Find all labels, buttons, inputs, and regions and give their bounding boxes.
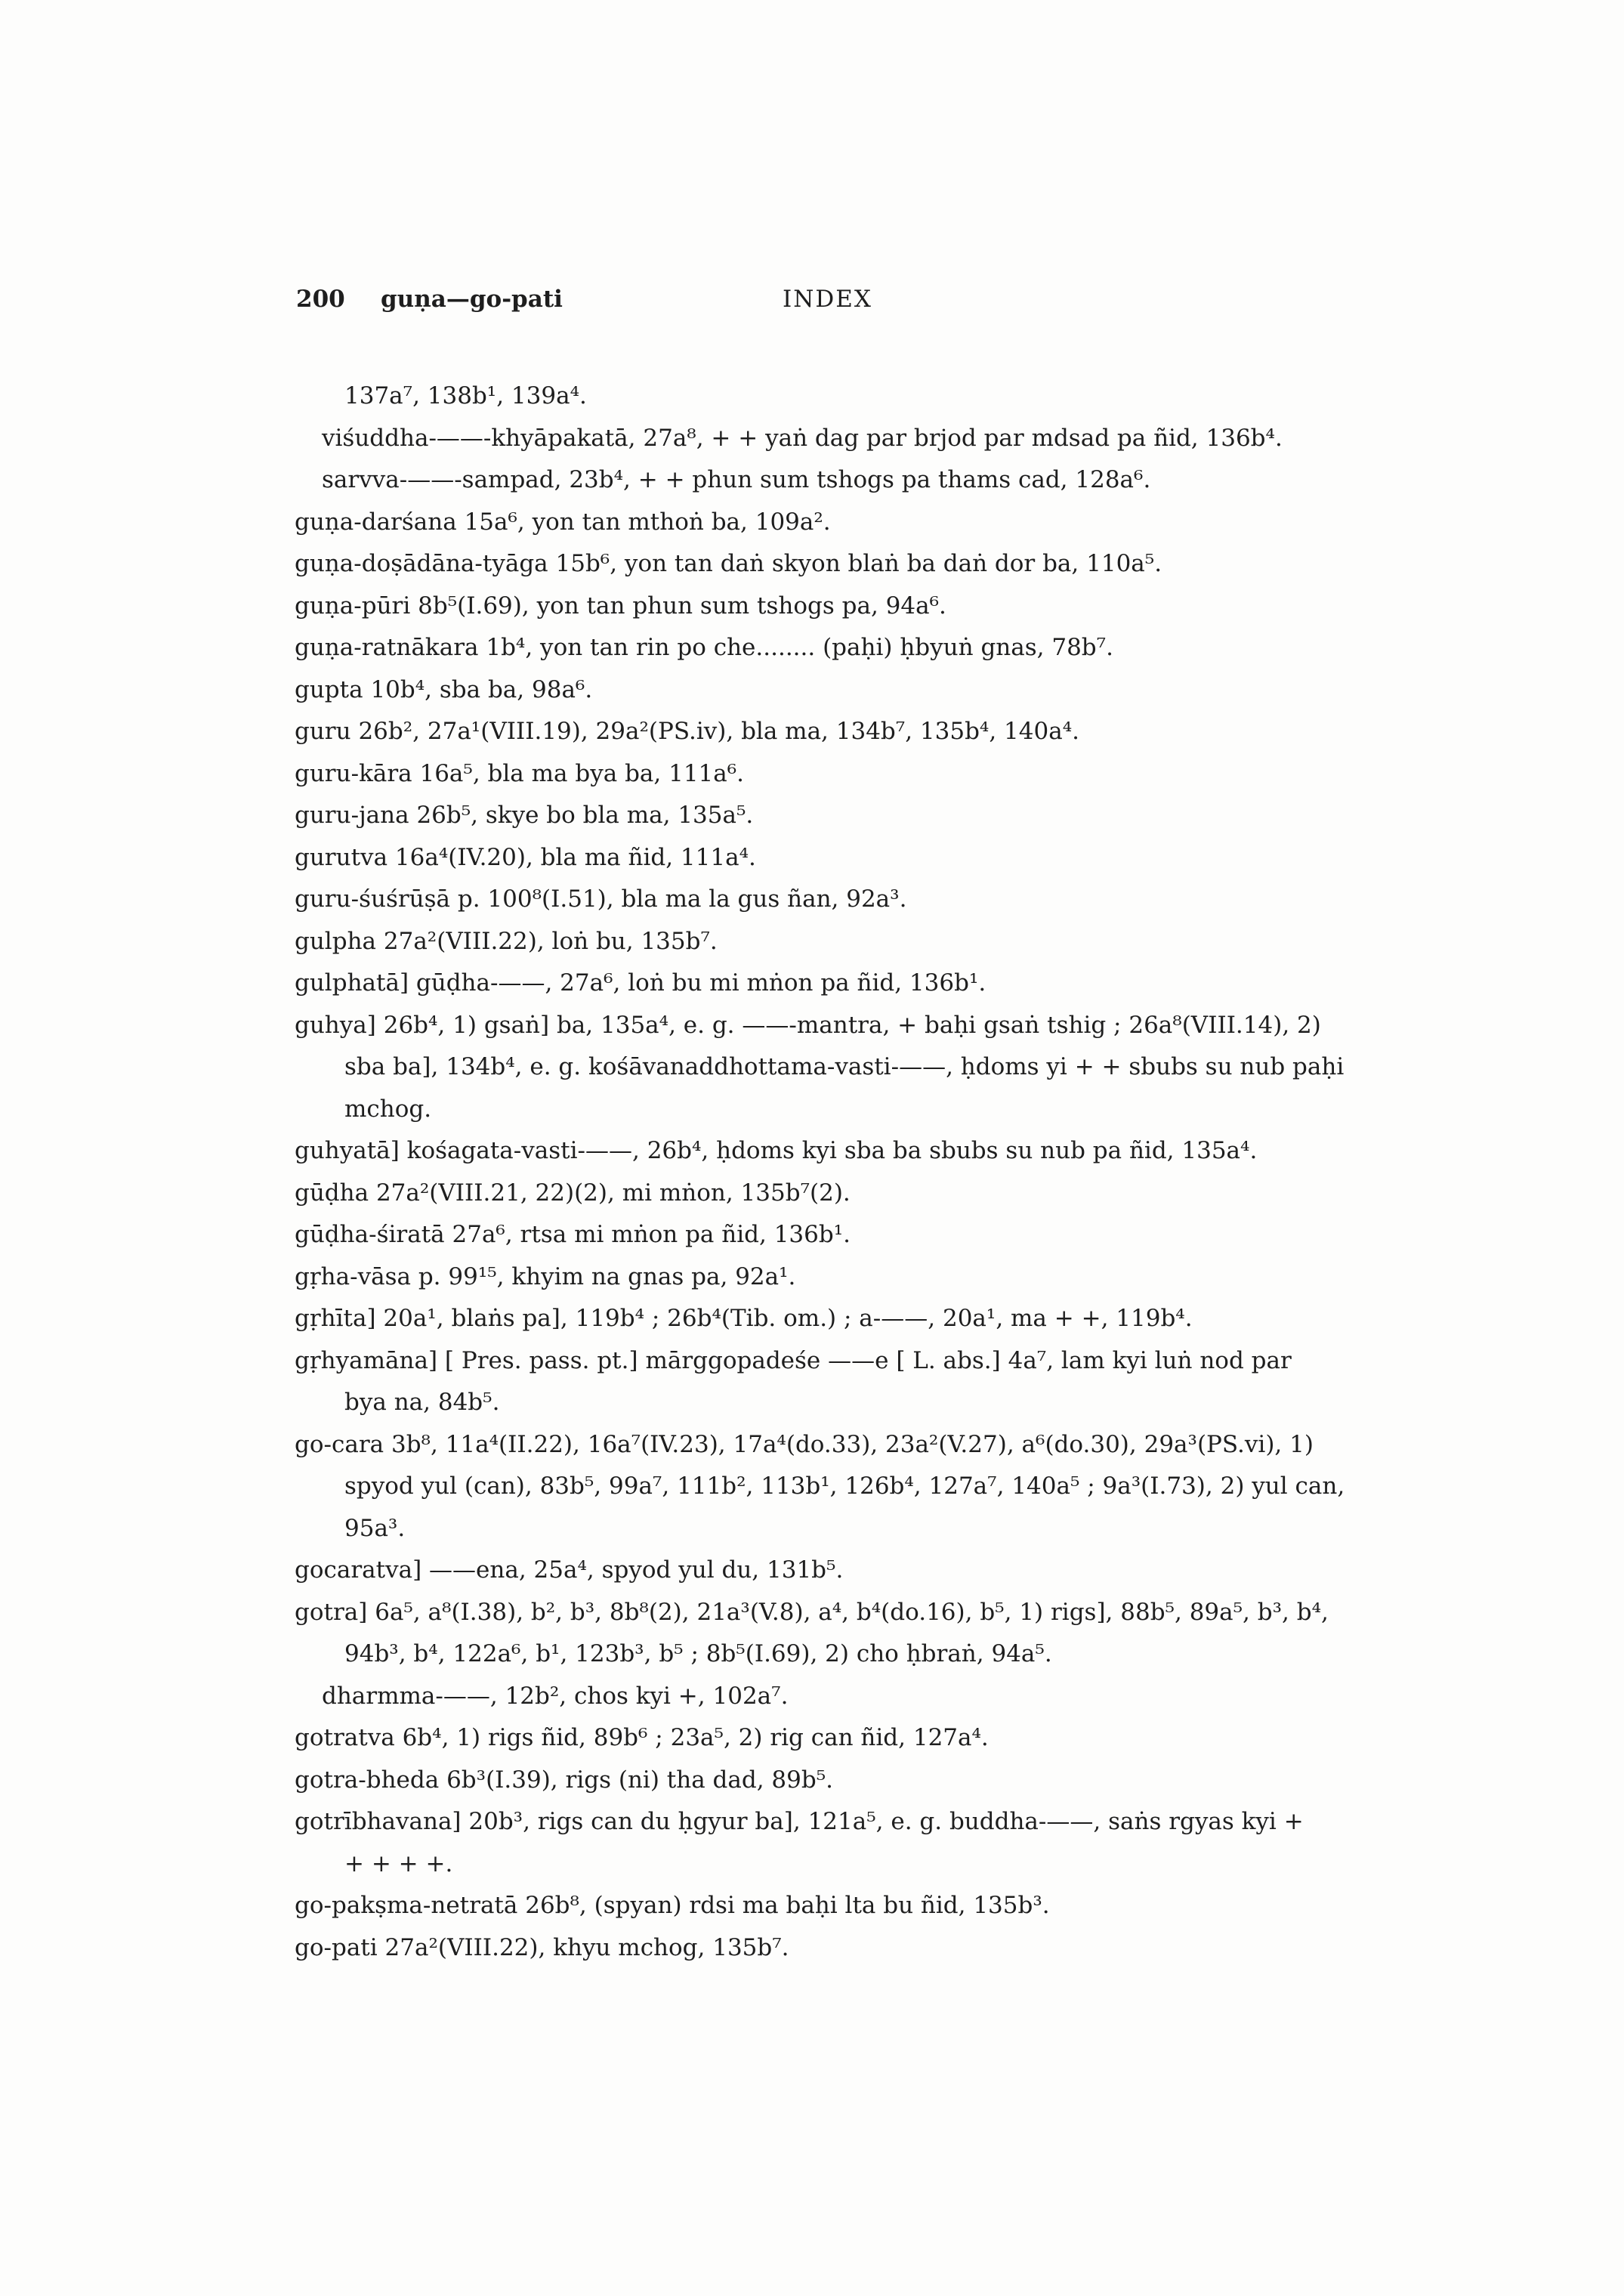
index-line: gulpha 27a²(VIII.22), loṅ bu, 135b⁷. bbox=[295, 927, 718, 955]
index-line: gṛha-vāsa p. 99¹⁵, khyim na gnas pa, 92a¹. bbox=[295, 1262, 796, 1290]
index-line: guru-kāra 16a⁵, bla ma bya ba, 111a⁶. bbox=[295, 759, 745, 787]
index-line: gotra-bheda 6b³(I.39), rigs (ni) tha dad, 89b⁵. bbox=[295, 1766, 833, 1794]
index-line: go-pakṣma-netratā 26b⁸, (spyan) rdsi ma baḥi lta bu ñid, 135b³. bbox=[295, 1892, 1050, 1919]
index-line: gotrībhavana] 20b³, rigs can du ḥgyur ba], 121a⁵, e. g. buddha-——, saṅs rgyas kyi + bbox=[295, 1808, 1304, 1835]
index-line: guṇa-doṣādāna-tyāga 15b⁶, yon tan daṅ skyon blaṅ ba daṅ dor ba, 110a⁵. bbox=[295, 550, 1162, 577]
entry-range: guṇa—go-pati bbox=[381, 286, 563, 313]
index-line: guṇa-ratnākara 1b⁴, yon tan rin po che........ (paḥi) ḥbyuṅ gnas, 78b⁷. bbox=[295, 634, 1113, 661]
index-line: viśuddha-——-khyāpakatā, 27a⁸, + + yaṅ dag par brjod par mdsad pa ñid, 136b⁴. bbox=[322, 424, 1283, 452]
index-line: gupta 10b⁴, sba ba, 98a⁶. bbox=[295, 675, 593, 703]
index-line: dharmma-——, 12b², chos kyi +, 102a⁷. bbox=[322, 1682, 789, 1710]
page-number: 200 bbox=[296, 286, 345, 313]
index-line: gurutva 16a⁴(IV.20), bla ma ñid, 111a⁴. bbox=[295, 843, 756, 871]
index-line: sba ba], 134b⁴, e. g. kośāvanaddhottama-vasti-——, ḥdoms yi + + sbubs su nub paḥi bbox=[344, 1053, 1345, 1080]
index-line: guṇa-pūri 8b⁵(I.69), yon tan phun sum tshogs pa, 94a⁶. bbox=[295, 592, 946, 620]
index-line: guru-jana 26b⁵, skye bo bla ma, 135a⁵. bbox=[295, 802, 754, 829]
index-line: + + + +. bbox=[344, 1849, 453, 1877]
index-line: gṛhyamāna] [ Pres. pass. pt.] mārggopadeśe ——e [ L. abs.] 4a⁷, lam kyi luṅ nod par bbox=[295, 1346, 1292, 1374]
index-line: sarvva-——-sampad, 23b⁴, + + phun sum tshogs pa thams cad, 128a⁶. bbox=[322, 466, 1151, 493]
index-line: mchog. bbox=[344, 1095, 432, 1123]
running-header bbox=[296, 286, 1429, 323]
index-line: gṛhīta] 20a¹, blaṅs pa], 119b⁴ ; 26b⁴(Tib. om.) ; a-——, 20a¹, ma + +, 119b⁴. bbox=[295, 1305, 1193, 1332]
index-line: guru 26b², 27a¹(VIII.19), 29a²(PS.iv), bla ma, 134b⁷, 135b⁴, 140a⁴. bbox=[295, 718, 1079, 745]
index-line: 94b³, b⁴, 122a⁶, b¹, 123b³, b⁵ ; 8b⁵(I.69), 2) cho ḥbraṅ, 94a⁵. bbox=[344, 1640, 1052, 1667]
index-line: spyod yul (can), 83b⁵, 99a⁷, 111b², 113b¹, 126b⁴, 127a⁷, 140a⁵ ; 9a³(I.73), 2) yul can, bbox=[344, 1472, 1345, 1500]
index-line: guhyatā] kośagata-vasti-——, 26b⁴, ḥdoms kyi sba ba sbubs su nub pa ñid, 135a⁴. bbox=[295, 1137, 1258, 1164]
index-line: gotratva 6b⁴, 1) rigs ñid, 89b⁶ ; 23a⁵, 2) rig can ñid, 127a⁴. bbox=[295, 1724, 989, 1751]
index-line: guṇa-darśana 15a⁶, yon tan mthoṅ ba, 109a². bbox=[295, 508, 831, 536]
index-line: 137a⁷, 138b¹, 139a⁴. bbox=[344, 382, 587, 409]
index-line: gūḍha-śiratā 27a⁶, rtsa mi mṅon pa ñid, 136b¹. bbox=[295, 1221, 851, 1248]
index-line: go-pati 27a²(VIII.22), khyu mchog, 135b⁷. bbox=[295, 1933, 789, 1961]
index-line: gotra] 6a⁵, a⁸(I.38), b², b³, 8b⁸(2), 21a³(V.8), a⁴, b⁴(do.16), b⁵, 1) rigs], 88b⁵, 89a⁵, b³, b⁴, bbox=[295, 1598, 1329, 1626]
index-line: bya na, 84b⁵. bbox=[344, 1389, 500, 1416]
index-line: guhya] 26b⁴, 1) gsaṅ] ba, 135a⁴, e. g. ——-mantra, + baḥi gsaṅ tshig ; 26a⁸(VIII.14), 2) bbox=[295, 1011, 1321, 1039]
index-line: 95a³. bbox=[344, 1514, 406, 1542]
running-title: INDEX bbox=[783, 286, 872, 313]
index-line: gulphatā] gūḍha-——, 27a⁶, loṅ bu mi mṅon pa ñid, 136b¹. bbox=[295, 969, 986, 997]
index-line: guru-śuśrūṣā p. 100⁸(I.51), bla ma la gus ñan, 92a³. bbox=[295, 885, 907, 913]
index-line: gocaratva] ——ena, 25a⁴, spyod yul du, 131b⁵. bbox=[295, 1556, 844, 1584]
index-line: gūḍha 27a²(VIII.21, 22)(2), mi mṅon, 135b⁷(2). bbox=[295, 1179, 851, 1207]
index-entries bbox=[295, 375, 1390, 1969]
index-line: go-cara 3b⁸, 11a⁴(II.22), 16a⁷(IV.23), 17a⁴(do.33), 23a²(V.27), a⁶(do.30), 29a³(PS.vi), 1) bbox=[295, 1430, 1314, 1458]
